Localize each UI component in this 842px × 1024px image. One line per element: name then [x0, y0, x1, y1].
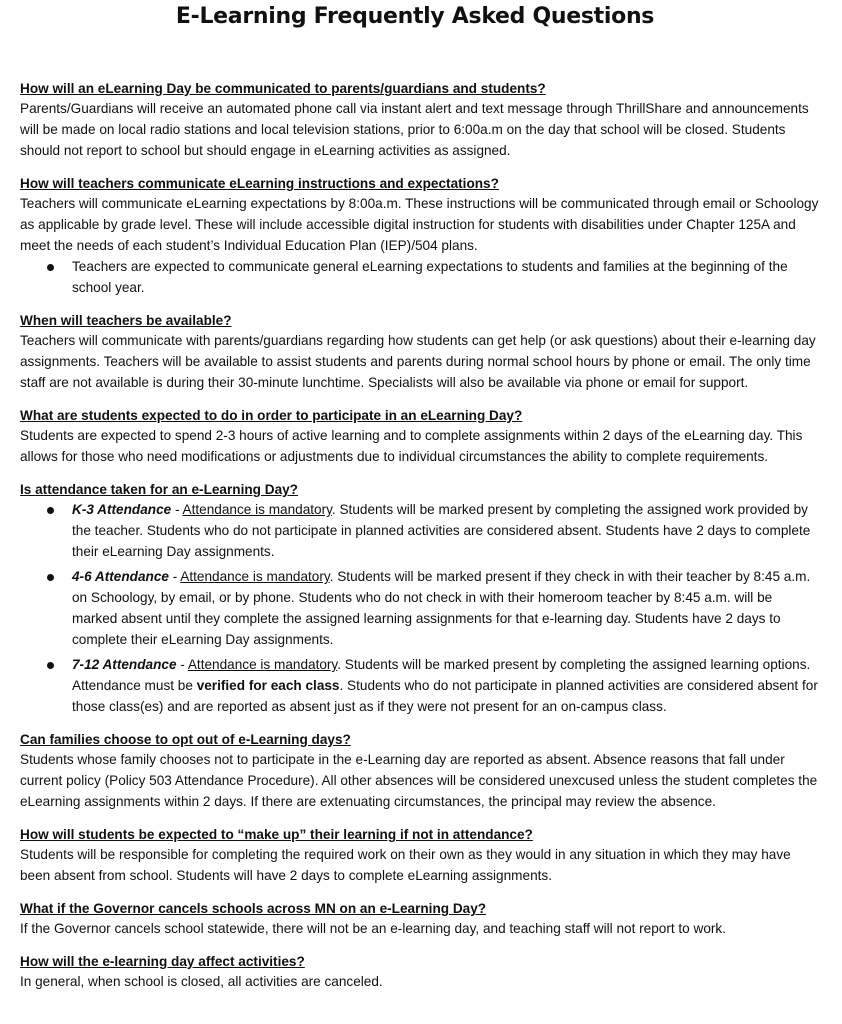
bullet-icon: [47, 264, 54, 271]
attendance-text: . Students will be marked present if they check in with their teacher by 8:45 a.m. on Schoology, by email, or by phone. Students who do not check in with their homeroom teacher by 8:45 a.m. will be marked absent until they complete the assigned learning assignments for that e-learning day. Students have 2 days to complete their eLearning Day assignments.: [72, 569, 811, 647]
bullet-item: [20, 256, 820, 298]
faq-question: What if the Governor cancels schools across MN on an e-Learning Day?: [20, 901, 487, 916]
attendance-text: . Students will be marked present by completing the assigned learning options. Attendance must be: [72, 657, 811, 693]
faq-question: How will the e-learning day affect activities?: [20, 954, 305, 969]
attendance-dash: -: [168, 569, 181, 584]
faq-question: When will teachers be available?: [20, 313, 232, 328]
attendance-item-k3: [20, 499, 820, 562]
attendance-text: . Students will be marked present by completing the assigned work provided by the teacher. Students who do not participate in planned activities are considered absent. Students have 2 days to complete their eLearning Day assignments.: [72, 502, 811, 559]
attendance-item-7-12: [20, 654, 820, 717]
faq-item: [20, 407, 820, 467]
bullet-icon: [47, 574, 54, 581]
faq-question: Can families choose to opt out of e-Learning days?: [20, 732, 351, 747]
faq-question: Is attendance taken for an e-Learning Day?: [20, 482, 298, 497]
faq-answer: If the Governor cancels school statewide, there will not be an e-learning day, and teaching staff will not report to work.: [20, 921, 726, 936]
faq-question: How will students be expected to “make up” their learning if not in attendance?: [20, 827, 533, 842]
faq-item: [20, 900, 820, 939]
faq-item: [20, 312, 820, 393]
faq-answer: Students are expected to spend 2-3 hours of active learning and to complete assignments within 2 days of the eLearning day. This allows for those who need modifications or adjustments due to individual circumstances the ability to complete requirements.: [20, 428, 803, 464]
attendance-label: K-3 Attendance: [72, 502, 172, 517]
bullet-list: [20, 256, 820, 298]
faq-item: [20, 175, 820, 298]
faq-item: [20, 80, 820, 161]
faq-item: [20, 731, 820, 812]
bullet-icon: [47, 662, 54, 669]
faq-question: What are students expected to do in order to participate in an eLearning Day?: [20, 408, 523, 423]
attendance-label: 7-12 Attendance: [72, 657, 177, 672]
bullet-icon: [47, 507, 54, 514]
faq-question: How will an eLearning Day be communicated to parents/guardians and students?: [20, 81, 546, 96]
attendance-mandatory: Attendance is mandatory: [187, 657, 338, 672]
bullet-text: Teachers are expected to communicate general eLearning expectations to students and families at the beginning of the school year.: [72, 259, 788, 295]
faq-answer: Students whose family chooses not to participate in the e-Learning day are reported as absent. Absence reasons that fall under current policy (Policy 503 Attendance Procedure). All other absences will be considered unexcused unless the student completes the eLearning assignments within 2 days. If there are extenuating circumstances, the principal may review the absence.: [20, 752, 818, 809]
faq-list: [20, 80, 820, 992]
faq-answer: Parents/Guardians will receive an automated phone call via instant alert and text message through ThrillShare and announcements will be made on local radio stations and local television stations, prior to 6:00a.m on the day that school will be closed. Students should not report to school but should engage in eLearning activities as assigned.: [20, 101, 809, 158]
attendance-text-after: . Students who do not participate in planned activities are considered absent for those class(es) and are reported as absent just as if they were not present for an on-campus class.: [72, 678, 818, 714]
attendance-emphasis: verified for each class: [196, 678, 340, 693]
faq-answer: Teachers will communicate with parents/guardians regarding how students can get help (or ask questions) about their e-learning day assignments. Teachers will be available to assist students and parents during normal school hours by phone or email. The only time staff are not available is during their 30-minute lunchtime. Specialists will also be available via phone or email for support.: [20, 333, 816, 390]
document-title: E-Learning Frequently Asked Questions: [175, 4, 655, 29]
attendance-mandatory: Attendance is mandatory: [182, 502, 332, 517]
attendance-list: [20, 499, 820, 717]
faq-answer: In general, when school is closed, all activities are canceled.: [20, 974, 383, 989]
attendance-dash: -: [171, 502, 183, 517]
faq-item: [20, 826, 820, 886]
faq-answer: Students will be responsible for completing the required work on their own as they would in any situation in which they may have been absent from school. Students will have 2 days to complete eLearning assignments.: [20, 847, 791, 883]
attendance-dash: -: [176, 657, 188, 672]
faq-item: [20, 481, 820, 717]
faq-item: [20, 953, 820, 992]
faq-question: How will teachers communicate eLearning instructions and expectations?: [20, 176, 499, 191]
attendance-item-4-6: [20, 566, 820, 650]
attendance-label: 4-6 Attendance: [72, 569, 169, 584]
attendance-mandatory: Attendance is mandatory: [180, 569, 330, 584]
faq-answer: Teachers will communicate eLearning expectations by 8:00a.m. These instructions will be communicated through email or Schoology as applicable by grade level. These will include accessible digital instruction for students with disabilities under Chapter 125A and meet the needs of each student’s Individual Education Plan (IEP)/504 plans.: [20, 196, 819, 253]
